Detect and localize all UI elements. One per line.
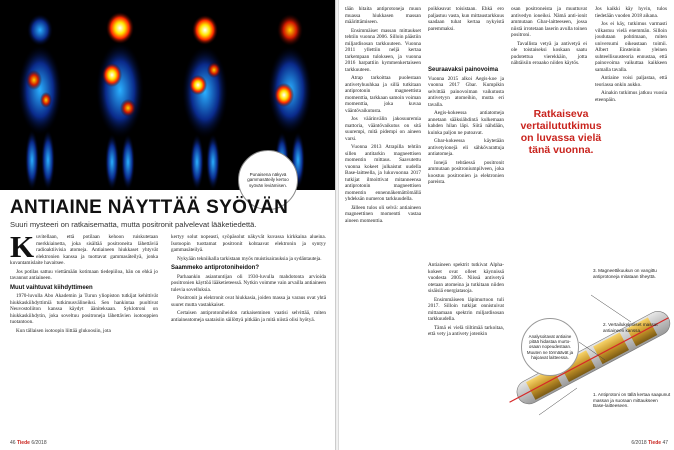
page-number: 46 xyxy=(10,440,16,446)
right-page xyxy=(339,0,674,450)
article-subheadline: Suuri mysteeri on ratkaisematta, mutta positronit palvelevat lääketiedettä. xyxy=(10,220,257,229)
issue-number: 6/2018 xyxy=(31,440,47,446)
section-heading-antiprotoni: Saammeko antiprotoniheidon? xyxy=(171,265,260,271)
figure-caption-2: 2. Vertailukelpoiset massat antiaineen kanssa. xyxy=(603,322,658,333)
right-footer xyxy=(631,440,668,446)
issue-number: 6/2018 xyxy=(631,440,647,446)
figure-caption-3: 3. Magneettikuukun on vangittu antiprotoneja mitataan tiheyttä. xyxy=(593,268,657,279)
magazine-name: Tiede xyxy=(648,440,662,446)
magazine-name: Tiede xyxy=(16,440,30,446)
scan-figure-1 xyxy=(18,14,62,190)
scan-callout: Punaisena näkyvä gammasäteily kertoo syövän leviämisen. xyxy=(238,150,298,210)
dropcap: K xyxy=(10,234,35,264)
right-column-2-top: poikkeavat toisistaan. Ehkä ero paljastuu vasta, kun mittaustarkkuus saadaan tuhat kertaa nykyistä paremmaksi. xyxy=(428,6,504,32)
right-column-1: tään hitaita antiprotoneja muun muassa hiukkasen massan määrittämiseen. Ensimmäiset massan mittaukset tehtiin vuonna 2006. Silloin päästiin miljardisosan tarkkuuteen. Vuonna 2011 yllettiin neljä kertaa tarkempaan tulokseen, ja vuonna 2016 harpattiin kymmenkertaiseen tarkkuuteen. Atrap tarkoittaa puolestaan antivetyhuuhkaa ja sillä tutkitaan antiprotonin magneettista momenttia, tarkkaan samoin voiman momenttia, joka kuvaa vääntövaikutusta. Jos väärinvälin jakosuuremia mattoria, vääntövaikutus on sitä suurempi, mitä pidempi on aineen varsi. Vuonna 2013 Atrapilla tehtiin sillen antitarkin magneettisen momentin mittaus. Saavutettu vuonna kokeet julkaistut uudella Base-laitteella, ja lukuvuonna 2017 tutkijat ilmoittivat mitanneensa antiprotonin magneettisen momentin ennennäkemättömällä yhdeksän numeron tarkkuudella. Jälleen tulos oli selvä: antiaineen magneettinen momentti vastaa aineen momenttia. xyxy=(345,6,421,224)
left-column-1: Kuvitellaan, että potilaan kehoon ruiskutetaan merkkiainetta, joka sisältää positroneita lähettäviä radioaktiivisia atomeja. Antiaineen hiukkaset yhtyvät elektronien kanssa ja tuottavat gammasäteilyä, jonka kuvantamislaite havaitsee. Jos potilas sattuu viettämään kotimaan tiedepiiloa, hän on ehkä jo tavannut antiaineen. Muut vaihtuvat kiihdyttimeen 1970-luvulla Abo Akademin ja Turun yliopiston tutkijat kehittivät hiukkaskiihdyttimiä tutkimusvälineiksi. Sen hankintaa puoltivat Neuvostoliiton kanssa käydyt ääniteksaan. Syklotroni on hiukkaskiihdytin, joka soveltuu positroneja lähettävien isotooppien tuotantoon. Kun tällaisen isotoopin liittää glukoosiin, jota xyxy=(10,234,158,334)
left-column-2: kertyy solut nopeasti, syöpäsolut näkyvät kuvassa kirkkaina alueina. Isotoopin tuottamat positronit kohtaavat elektronin ja syntyy gammasäteilyä. Nykyään tekniikalla tarkistaan myös muistisairauksia ja sydäntauteja. Saammeko antiprotoniheidon? Parhaankin asiantuntijan oli 1930-luvulla mahdotonta arvioida positronien käyttöä lääketieteessä. Nytkin voimme vain arvailla antiaineen tulevia sovelluksia. Positronit ja elektronit ovat hiukkasia, joiden massa ja varaus ovat yhtä suuret mutta vastakkaiset. Certaisen antiprotoniheidon ratkaiseminen vaatisi selvittää, miten antiaineatomeja saataisiin säilöttyä pitkään ja mitä niistä olisi hyötyä. xyxy=(171,234,326,323)
figure-caption-1: 1. Antiprotoni on tällä kertaa saapunut massan ja suoraan mittaukseen Base-laitteeseen. xyxy=(593,392,671,409)
left-page xyxy=(0,0,335,450)
right-column-4-top: osan positroneista ja muuttuvat antivedyn ioneiksi. Nämä anti-ionit ammutaan Gbar-laitteeseen, jossa niistä irrotetaan laserin avulla toinen positroni. Tavallista vetyä ja antivetyä ei ole toistaiseksi koskaan saatu pudotettua vierekkäin, jotta nähtäisiin eroaako niiden käytös. xyxy=(511,6,587,66)
page-number: 47 xyxy=(662,440,668,446)
figure-bubble: Analysoitavat antiaine pitää hidastaa murto-osaan nopeudestaan. Muuten ne törmäävät ja hajoavat laitteessa. xyxy=(521,318,579,376)
right-column-4: Jos kaikki käy hyvin, tulos tiedetään vuoden 2018 aikana. Jos ei käy, tutkimus varmasti vilkastuu vielä enemmän. Silloin joudutaan pohtimaan, miten universumi oikeastaan toimii. Albert Einsteinin yleinen suhteellisuusteoria ennustaa, että painovoima vaikuttaa kaikkeen samalla tavalla. Antiaine voisi paljastaa, että teoriassa onkin aukko. Ainakin tutkimus jatkuu vuosia eteenpäin. xyxy=(595,6,667,103)
article-headline: ANTIAINE NÄYTTÄÄ SYÖVÄN xyxy=(10,197,289,218)
scan-figure-2 xyxy=(96,12,144,190)
section-heading-kiihdytin: Muut vaihtuvat kiihdyttimeen xyxy=(10,284,93,291)
section-heading-painovoima: Seuraavaksi painovoima xyxy=(428,67,499,73)
right-column-2: Antiaineen spektrit tutkivat Alpha-kokeet ovat olleet käynnissä vuodesta 2005. Niissä antivetyä otetaan atomeina ja tutkitaan niiden sisäisiä energiatasoja. Ensimmäiseen läpimurtoon tuli 2017. Silloin tutkijat onnistuivat mittaamaan spektrin miljardisosan tarkkuudella. Tämä ei vielä tiiltimää tarkoitaa, että vety ja antivety jotenkin xyxy=(428,262,504,337)
scan-figure-3 xyxy=(182,15,228,190)
pull-quote: Ratkaiseva vertailututkimus on luvassa vielä tänä vuonna. xyxy=(520,108,602,156)
left-footer xyxy=(10,440,47,446)
right-column-3: Seuraavaksi painovoima Vuonna 2015 alkoi Aegis-koe ja vuonna 2017 Gbar. Kumpikin selvittää painovoiman vaikutusta antivetyyn atomeihin, mutta eri tavalla. Aegis-kokeessa antiatomeja annetaan sääksiähdintä kulkemaan kahden hilan läpi. Siitä nähdään, kuinka paljon ne putoavat. Gbar-kokeessa käytetään antivetyionejä eli sähkövarattuja antiatomeja. Ionejä tehtäessä positronit ammutaan positroniumpilveen, joka koostuu positronien ja elektronien pareista. xyxy=(428,67,504,185)
